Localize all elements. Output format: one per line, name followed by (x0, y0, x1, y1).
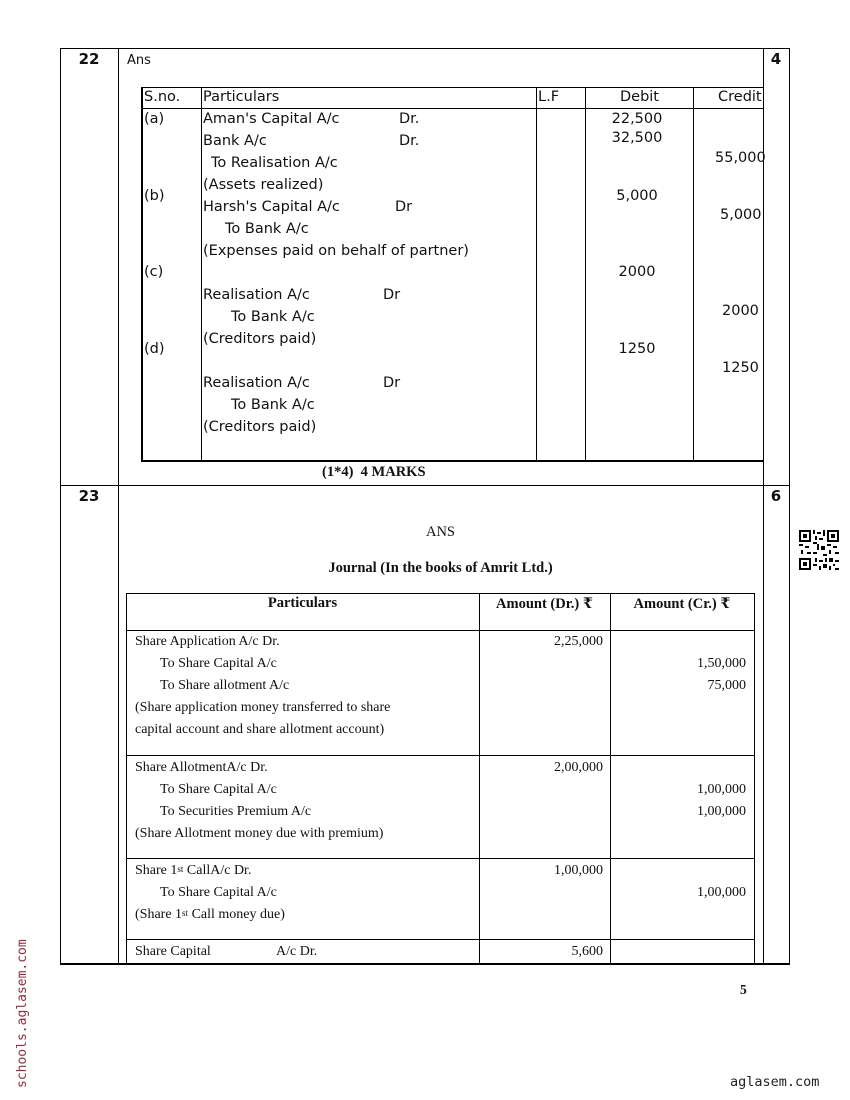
header-particulars: Particulars (203, 89, 280, 105)
marks-23: 6 (770, 487, 782, 505)
ans-heading: ANS (425, 524, 455, 540)
page-number: 5 (740, 982, 747, 997)
entry-line: To Securities Premium A/c (160, 804, 312, 819)
entry-line: To Share Capital A/c (160, 656, 277, 671)
credit-amount: 55,000 (715, 150, 766, 166)
header-debit: Debit (619, 89, 659, 105)
entry-line: Share Application A/c Dr. (135, 634, 280, 649)
journal-title: Journal (In the books of Amrit Ltd.) (328, 560, 553, 576)
debit-amount: 5,000 (616, 188, 658, 204)
sno-a: (a) (144, 111, 165, 127)
bottom-watermark: aglasem.com (730, 1074, 820, 1090)
header-amount-dr: Amount (Dr.) ₹ (496, 596, 593, 612)
entry-line: To Share Capital A/c (160, 885, 277, 900)
dr-amount: 2,00,000 (554, 760, 603, 775)
sno-b: (b) (144, 188, 165, 204)
header-credit: Credit (718, 89, 762, 105)
cr-amount: 1,50,000 (697, 656, 746, 671)
credit-amount: 5,000 (720, 207, 762, 223)
header-amount-cr: Amount (Cr.) ₹ (633, 596, 731, 612)
question-number-22: 22 (78, 50, 100, 68)
dr-amount: 5,600 (571, 944, 603, 959)
entry-line: To Share Capital A/c (160, 782, 277, 797)
particular-line: Realisation A/c (203, 287, 310, 303)
particular-line: Bank A/c (203, 133, 267, 149)
header-lf: L.F (538, 89, 560, 105)
cr-amount: 1,00,000 (697, 782, 746, 797)
dr-label: Dr. (399, 111, 420, 127)
dr-label: Dr (395, 199, 413, 215)
particular-line: (Expenses paid on behalf of partner) (203, 243, 469, 259)
entry-line: (Share 1st Call money due) (135, 907, 285, 922)
particular-line: To Realisation A/c (211, 155, 338, 171)
dr-label: A/c Dr. (276, 944, 318, 959)
entry-line: Share Capital (135, 944, 211, 959)
particular-line: To Bank A/c (231, 309, 315, 325)
cr-amount: 75,000 (707, 678, 746, 693)
entry-line: Share 1st CallA/c Dr. (135, 863, 252, 878)
credit-amount: 1250 (722, 360, 759, 376)
cr-amount: 1,00,000 (697, 804, 746, 819)
qr-code-icon (799, 530, 839, 570)
particular-line: (Creditors paid) (203, 331, 317, 347)
particular-line: Aman's Capital A/c (203, 111, 340, 127)
particular-line: Realisation A/c (203, 375, 310, 391)
debit-amount: 1250 (618, 341, 656, 357)
particular-line: (Assets realized) (203, 177, 324, 193)
ans-label: Ans (127, 53, 151, 68)
dr-amount: 1,00,000 (554, 863, 603, 878)
marks-22: 4 (770, 50, 782, 68)
entry-line: Share AllotmentA/c Dr. (135, 760, 268, 775)
cr-amount: 1,00,000 (697, 885, 746, 900)
header-sno: S.no. (144, 89, 181, 105)
entry-line: capital account and share allotment account) (135, 722, 385, 737)
question-number-23: 23 (78, 487, 100, 505)
debit-amount: 32,500 (611, 130, 663, 146)
credit-amount: 2000 (722, 303, 759, 319)
marks-footer: (1*4) 4 MARKS (322, 464, 426, 480)
sno-c: (c) (144, 264, 164, 280)
particular-line: To Bank A/c (225, 221, 309, 237)
particular-line: Harsh's Capital A/c (203, 199, 340, 215)
particular-line: (Creditors paid) (203, 419, 317, 435)
entry-line: (Share Allotment money due with premium) (135, 826, 384, 841)
debit-amount: 22,500 (611, 111, 663, 127)
header-particulars-23: Particulars (267, 595, 338, 611)
dr-label: Dr (383, 287, 401, 303)
dr-amount: 2,25,000 (554, 634, 603, 649)
entry-line: (Share application money transferred to share (135, 700, 391, 715)
dr-label: Dr (383, 375, 401, 391)
entry-line: To Share allotment A/c (160, 678, 290, 693)
debit-amount: 2000 (618, 264, 656, 280)
particular-line: To Bank A/c (231, 397, 315, 413)
side-watermark: schools.aglasem.com (15, 939, 30, 1088)
dr-label: Dr. (399, 133, 420, 149)
sno-d: (d) (144, 341, 165, 357)
